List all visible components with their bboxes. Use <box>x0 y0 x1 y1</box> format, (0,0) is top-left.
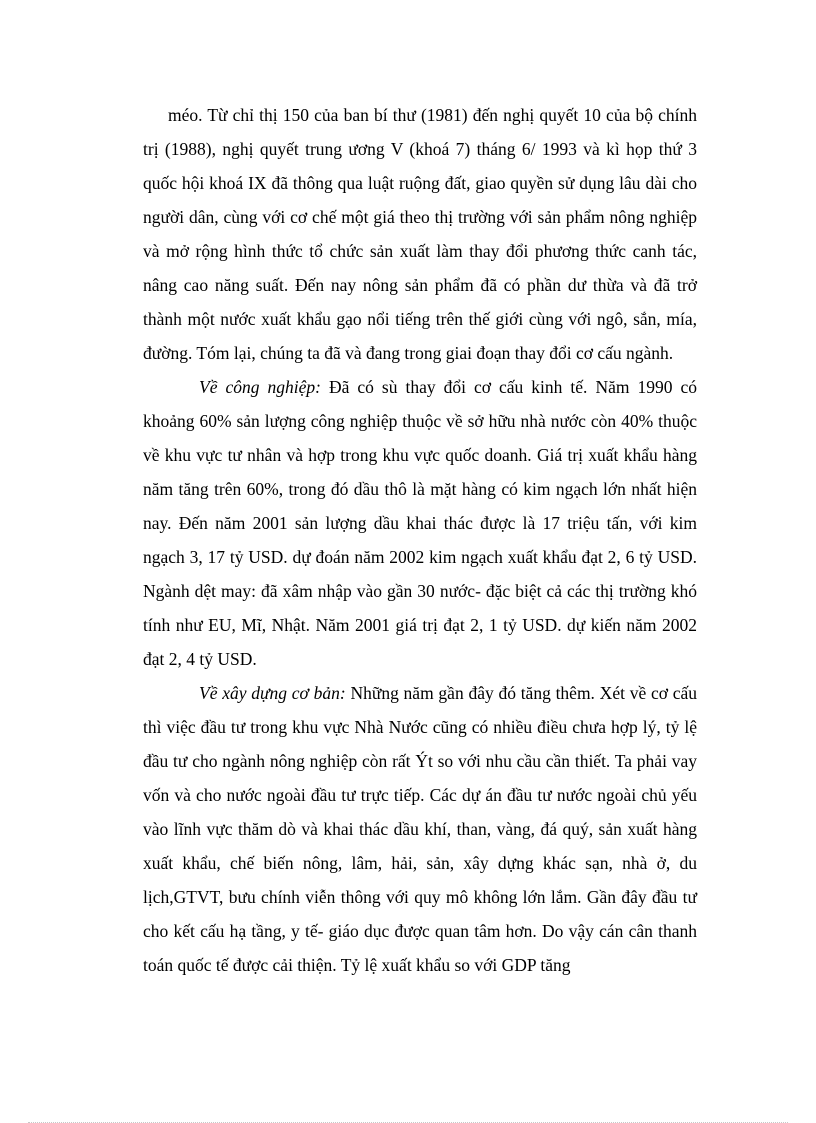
paragraph-text: Những năm gần đây đó tăng thêm. Xét về cơ cấu thì việc đầu tư trong khu vực Nhà Nước cũng có nhiều điều chưa hợp lý, tỷ lệ đầu tư cho ngành nông nghiệp còn rất Ýt so với nhu cầu cần thiết. Ta phải vay vốn và cho nước ngoài đầu tư trực tiếp. Các dự án đầu tư nước ngoài chủ yếu vào lĩnh vực thăm dò và khai thác dầu khí, than, vàng, đá quý, sản xuất hàng xuất khẩu, chế biến nông, lâm, hải, sản, xây dựng khác sạn, nhà ở, du lịch,GTVT, bưu chính viễn thông với quy mô không lớn lắm. Gần đây đầu tư cho kết cấu hạ tầng, y tế- giáo dục được quan tâm hơn. Do vậy cán cân thanh toán quốc tế được cải thiện. Tỷ lệ xuất khẩu so với GDP tăng <box>143 683 697 975</box>
section-lead-industry: Về công nghiệp: <box>199 377 321 397</box>
section-lead-construction: Về xây dựng cơ bản: <box>199 683 346 703</box>
document-page <box>143 98 697 982</box>
paragraph-construction <box>143 676 697 982</box>
paragraph-agriculture <box>143 98 697 370</box>
paragraph-industry <box>143 370 697 676</box>
paragraph-text: Đã có sù thay đổi cơ cấu kinh tế. Năm 1990 có khoảng 60% sản lượng công nghiệp thuộc về sở hữu nhà nước còn 40% thuộc về khu vực tư nhân và hợp trong khu vực quốc doanh. Giá trị xuất khẩu hàng năm tăng trên 60%, trong đó dầu thô là mặt hàng có kim ngạch lớn nhất hiện nay. Đến năm 2001 sản lượng dầu khai thác được là 17 triệu tấn, với kim ngạch 3, 17 tỷ USD. dự đoán năm 2002 kim ngạch xuất khẩu đạt 2, 6 tỷ USD. Ngành dệt may: đã xâm nhập vào gần 30 nước- đặc biệt cả các thị trường khó tính như EU, Mĩ, Nhật. Năm 2001 giá trị đạt 2, 1 tỷ USD. dự kiến năm 2002 đạt 2, 4 tỷ USD. <box>143 377 697 669</box>
paragraph-text: méo. Từ chỉ thị 150 của ban bí thư (1981) đến nghị quyết 10 của bộ chính trị (1988), nghị quyết trung ương V (khoá 7) tháng 6/ 1993 và kì họp thứ 3 quốc hội khoá IX đã thông qua luật ruộng đất, giao quyền sử dụng lâu dài cho người dân, cùng với cơ chế một giá theo thị trường với sản phẩm nông nghiệp và mở rộng hình thức tổ chức sản xuất làm thay đổi phương thức canh tác, nâng cao năng suất. Đến nay nông sản phẩm đã có phần dư thừa và đã trở thành một nước xuất khẩu gạo nổi tiếng trên thế giới cùng với ngô, sắn, mía, đường. Tóm lại, chúng ta đã và đang trong giai đoạn thay đổi cơ cấu ngành. <box>143 105 697 363</box>
